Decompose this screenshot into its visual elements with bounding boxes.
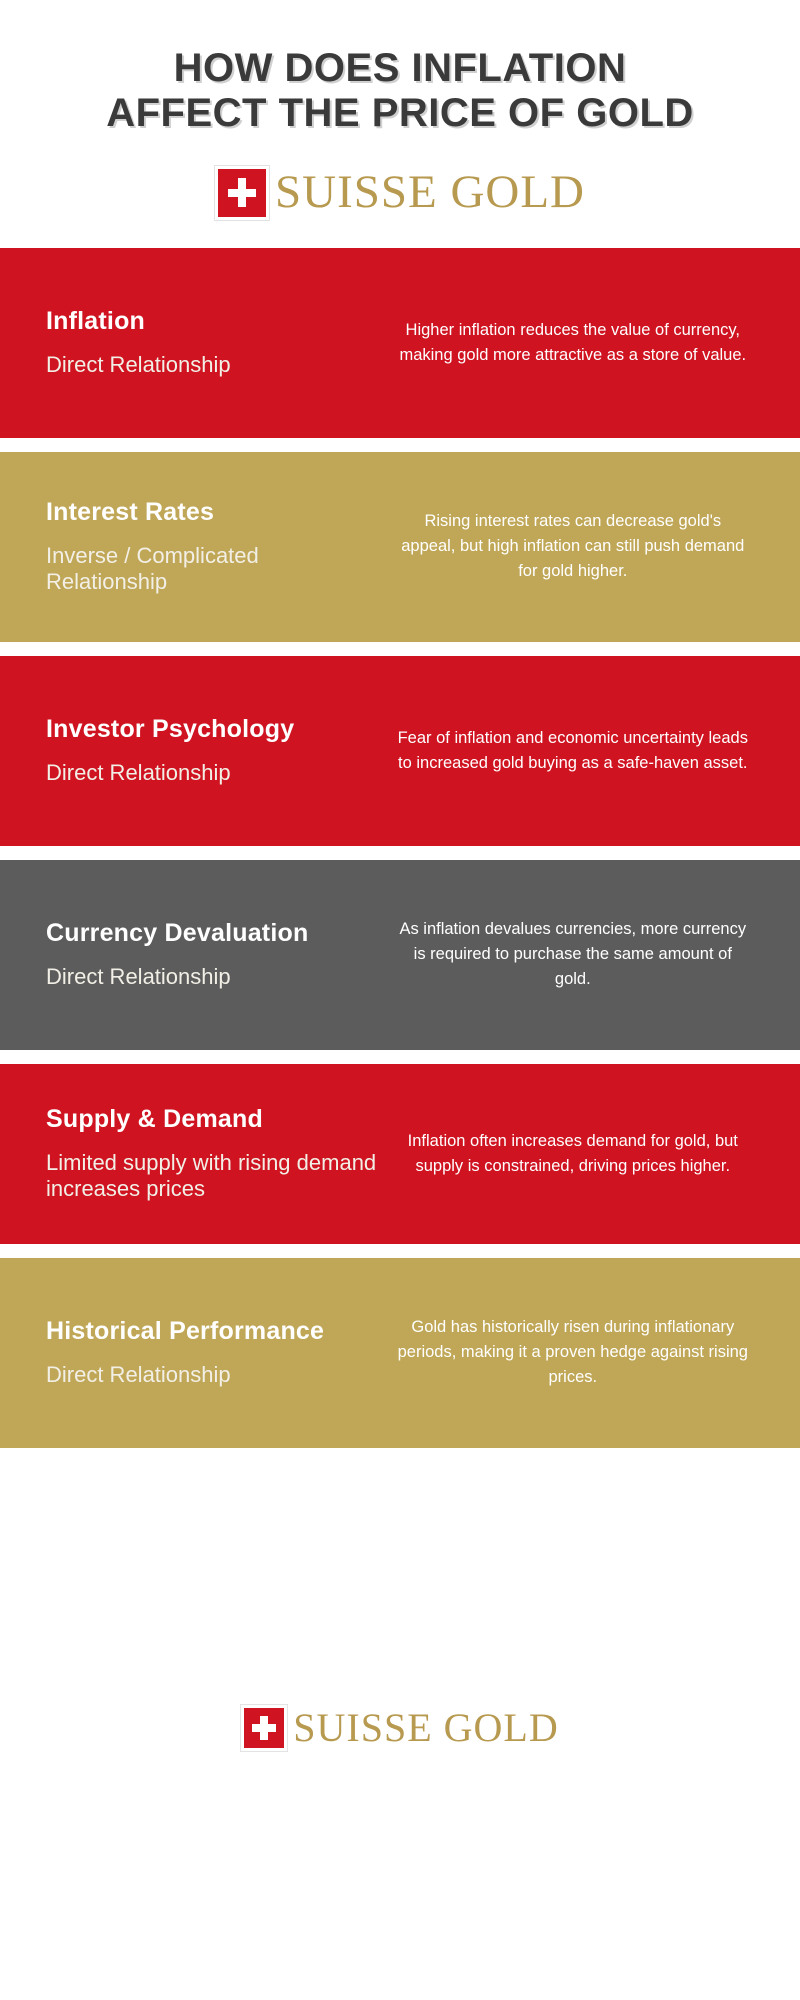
factor-row-currency-devaluation bbox=[0, 860, 800, 1050]
factor-description: As inflation devalues currencies, more currency is required to purchase the same amount of gold. bbox=[399, 920, 747, 988]
factor-detail bbox=[392, 726, 766, 776]
footer bbox=[0, 1462, 800, 2000]
swiss-cross-icon bbox=[241, 1705, 287, 1751]
factor-relationship: Direct Relationship bbox=[46, 963, 231, 989]
brand-logo bbox=[0, 166, 800, 220]
factor-summary bbox=[46, 919, 392, 990]
factor-description: Fear of inflation and economic uncertainty leads to increased gold buying as a safe-haven asset. bbox=[397, 728, 748, 772]
factor-list bbox=[0, 248, 800, 1462]
factor-relationship: Direct Relationship bbox=[46, 351, 231, 377]
factor-summary bbox=[46, 715, 392, 786]
factor-relationship: Limited supply with rising demand increases prices bbox=[46, 1149, 377, 1202]
factor-heading: Historical Performance bbox=[46, 1316, 325, 1345]
factor-description: Gold has historically risen during inflationary periods, making it a proven hedge against rising prices. bbox=[397, 1318, 748, 1386]
factor-description: Higher inflation reduces the value of currency, making gold more attractive as a store of value. bbox=[399, 320, 747, 364]
factor-row-investor-psychology bbox=[0, 656, 800, 846]
factor-row-inflation bbox=[0, 248, 800, 438]
footer-brand-name: SUISSE GOLD bbox=[293, 1704, 559, 1750]
factor-row-interest-rates bbox=[0, 452, 800, 642]
factor-detail bbox=[392, 318, 766, 368]
factor-summary bbox=[46, 307, 392, 378]
factor-description: Rising interest rates can decrease gold's appeal, but high inflation can still push demand for gold higher. bbox=[401, 512, 745, 580]
page-title: HOW DOES INFLATION AFFECT THE PRICE OF GOLD bbox=[106, 46, 694, 135]
factor-heading: Interest Rates bbox=[46, 497, 215, 526]
factor-description: Inflation often increases demand for gold, but supply is constrained, driving prices higher. bbox=[407, 1131, 738, 1175]
factor-relationship: Inverse / Complicated Relationship bbox=[46, 542, 259, 595]
swiss-cross-icon bbox=[215, 166, 269, 220]
factor-detail bbox=[392, 917, 766, 991]
factor-detail bbox=[392, 509, 766, 583]
factor-row-supply-demand bbox=[0, 1064, 800, 1244]
factor-row-historical-performance bbox=[0, 1258, 800, 1448]
factor-relationship: Direct Relationship bbox=[46, 1361, 231, 1387]
factor-detail bbox=[392, 1129, 766, 1179]
brand-name: SUISSE GOLD bbox=[274, 166, 585, 219]
factor-heading: Currency Devaluation bbox=[46, 918, 309, 947]
factor-heading: Inflation bbox=[46, 306, 146, 335]
header bbox=[0, 0, 800, 220]
factor-detail bbox=[392, 1315, 766, 1389]
factor-summary bbox=[46, 1317, 392, 1388]
factor-summary bbox=[46, 498, 392, 596]
footer-brand-logo bbox=[241, 1705, 558, 1751]
factor-summary bbox=[46, 1105, 392, 1203]
factor-heading: Investor Psychology bbox=[46, 714, 295, 743]
factor-relationship: Direct Relationship bbox=[46, 759, 231, 785]
factor-heading: Supply & Demand bbox=[46, 1104, 263, 1133]
